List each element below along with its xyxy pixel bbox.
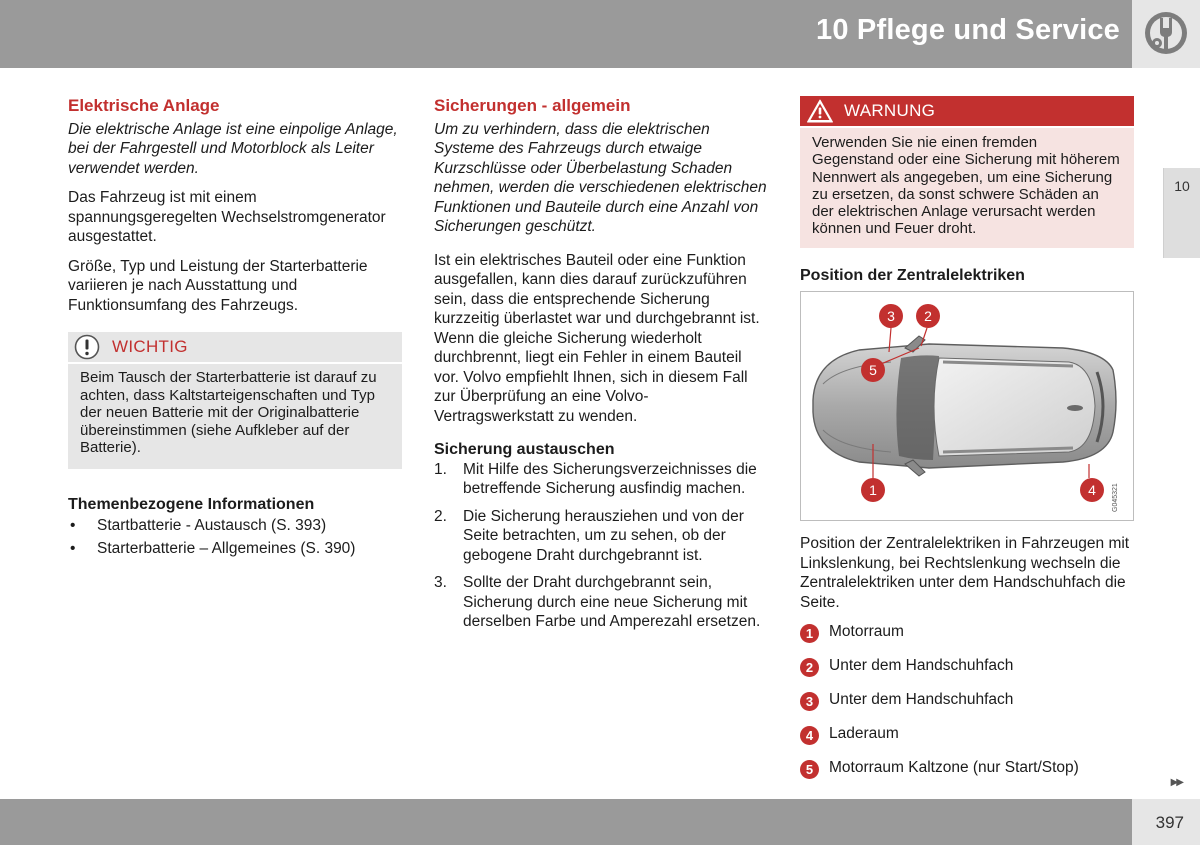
page-number: 397 bbox=[1155, 813, 1184, 832]
callout-5 bbox=[861, 358, 885, 382]
notice-title: WICHTIG bbox=[112, 337, 188, 357]
callout-3 bbox=[879, 304, 903, 328]
legend-text: Laderaum bbox=[829, 725, 899, 743]
intro-text: Um zu verhindern, dass die elektrischen Systeme des Fahrzeugs durch etwaige Kurzschlüsse oder Überbelastung Schaden nehmen, werden die verschiedenen elektrischen Funktionen und Bauteile durch eine Anzahl von Sicherungen geschützt. bbox=[434, 120, 767, 235]
callout-1-label: 1 bbox=[869, 482, 877, 499]
bullet: • bbox=[70, 517, 76, 534]
step-number: 3. bbox=[434, 574, 447, 591]
column-fuse-locations bbox=[800, 96, 1134, 792]
bullet: • bbox=[70, 539, 76, 557]
exclamation-icon bbox=[74, 334, 100, 360]
paragraph: Größe, Typ und Leistung der Starterbatterie variieren je nach Ausstattung und Funktionsumfang des Fahrzeugs. bbox=[68, 257, 368, 314]
paragraph: Das Fahrzeug ist mit einem spannungsgeregelten Wechselstromgenerator ausgestattet. bbox=[68, 189, 386, 245]
section-heading: Elektrische Anlage bbox=[68, 96, 220, 115]
legend-item bbox=[800, 758, 1134, 779]
car-topview-figure bbox=[800, 291, 1134, 521]
figure-code: G045321 bbox=[1112, 483, 1119, 513]
wrench-gear-icon bbox=[1143, 10, 1189, 56]
chapter-tab[interactable] bbox=[1163, 168, 1200, 258]
car-topview-illustration bbox=[801, 292, 1133, 520]
legend-text: Unter dem Handschuhfach bbox=[829, 691, 1014, 709]
step-text: Mit Hilfe des Sicherungsverzeichnisses die betreffende Sicherung ausfindig machen. bbox=[463, 460, 757, 497]
figure-heading: Position der Zentralelektriken bbox=[800, 266, 1025, 284]
callout-2-label: 2 bbox=[924, 308, 932, 325]
step-item bbox=[434, 507, 768, 566]
column-fuses bbox=[434, 96, 768, 640]
notice-text: Beim Tausch der Starterbatterie ist darauf zu achten, dass Kaltstarteigenschaften und Typ der neuen Batterie mit der Originalbatterie übereinstimmen (siehe Aufkleber auf der Batterie). bbox=[80, 369, 377, 456]
notice-header bbox=[68, 332, 402, 364]
callout-2 bbox=[916, 304, 940, 328]
step-item bbox=[434, 573, 768, 632]
related-link[interactable] bbox=[68, 516, 402, 536]
page-header bbox=[0, 0, 1200, 68]
callout-4-label: 4 bbox=[1088, 482, 1096, 499]
related-heading: Themenbezogene Informationen bbox=[68, 495, 315, 513]
warning-triangle-icon bbox=[806, 98, 834, 124]
intro-text: Die elektrische Anlage ist eine einpolige Anlage, bei der Fahrgestell und Motorblock als Leiter verwendet werden. bbox=[68, 120, 398, 177]
callout-5-label: 5 bbox=[869, 362, 877, 379]
figure-caption: Position der Zentralelektriken in Fahrzeugen mit Linkslenkung, bei Rechtslenkung wechseln die Zentralelektriken unter dem Handschuhfach die Seite. bbox=[800, 535, 1130, 611]
legend-item bbox=[800, 622, 1134, 643]
warning-title: WARNUNG bbox=[844, 101, 936, 121]
page-number-box bbox=[1132, 799, 1200, 845]
legend-text: Unter dem Handschuhfach bbox=[829, 657, 1014, 675]
related-link-text: Startbatterie - Austausch (S. 393) bbox=[97, 517, 327, 534]
legend-number: 1 bbox=[800, 624, 819, 643]
callout-4 bbox=[1080, 478, 1104, 502]
warning-header bbox=[800, 96, 1134, 128]
related-list bbox=[68, 516, 402, 558]
chapter-tab-label: 10 bbox=[1174, 178, 1190, 194]
legend-text: Motorraum Kaltzone (nur Start/Stop) bbox=[829, 759, 1079, 777]
legend-item bbox=[800, 656, 1134, 677]
legend-number: 5 bbox=[800, 760, 819, 779]
related-link[interactable] bbox=[68, 539, 402, 559]
legend-number: 3 bbox=[800, 692, 819, 711]
legend-item bbox=[800, 690, 1134, 711]
callout-3-label: 3 bbox=[887, 308, 895, 325]
callout-1 bbox=[861, 478, 885, 502]
step-item bbox=[434, 460, 768, 499]
legend-number: 2 bbox=[800, 658, 819, 677]
step-number: 1. bbox=[434, 460, 447, 478]
step-text: Sollte der Draht durchgebrannt sein, Sicherung durch eine neue Sicherung mit derselben Farbe und Amperezahl ersetzen. bbox=[463, 574, 761, 630]
warning-text: Verwenden Sie nie einen fremden Gegenstand oder eine Sicherung mit höherem Nennwert als angegeben, um eine Sicherung zu ersetzen, da sonst schwere Schäden an der elektrischen Anlage verursacht werden können und Feuer droht. bbox=[812, 134, 1120, 238]
chapter-icon-box bbox=[1132, 0, 1200, 68]
column-electrical-system bbox=[68, 96, 402, 560]
step-text: Die Sicherung herausziehen und von der Seite betrachten, um zu sehen, ob der gebogene Draht durchgebrannt ist. bbox=[463, 507, 744, 564]
subheading: Sicherung austauschen bbox=[434, 441, 615, 458]
warning-box bbox=[800, 96, 1134, 248]
related-link-text: Starterbatterie – Allgemeines (S. 390) bbox=[97, 539, 356, 557]
page-footer bbox=[0, 799, 1200, 845]
section-heading: Sicherungen - allgemein bbox=[434, 96, 631, 115]
important-notice bbox=[68, 332, 402, 469]
paragraph: Ist ein elektrisches Bauteil oder eine Funktion ausgefallen, kann dies darauf zurückzuführen sein, dass die entsprechende Sicherung kurzzeitig überlastet war und durchgebrannt ist. Wenn die gleiche Sicherung wiederholt durchbrennt, liegt ein Fehler in einem Bauteil vor. Volvo empfiehlt Ihnen, sich in diesem Fall zur Überprüfung an eine Volvo-Vertragswerkstatt zu wenden. bbox=[434, 251, 760, 425]
legend-number: 4 bbox=[800, 726, 819, 745]
chapter-title: 10 Pflege und Service bbox=[816, 14, 1120, 46]
continue-icon[interactable]: ▶▶ bbox=[1170, 777, 1182, 788]
legend-list bbox=[800, 622, 1134, 779]
legend-text: Motorraum bbox=[829, 623, 904, 641]
step-number: 2. bbox=[434, 507, 447, 525]
legend-item bbox=[800, 724, 1134, 745]
steps-list bbox=[434, 460, 768, 632]
